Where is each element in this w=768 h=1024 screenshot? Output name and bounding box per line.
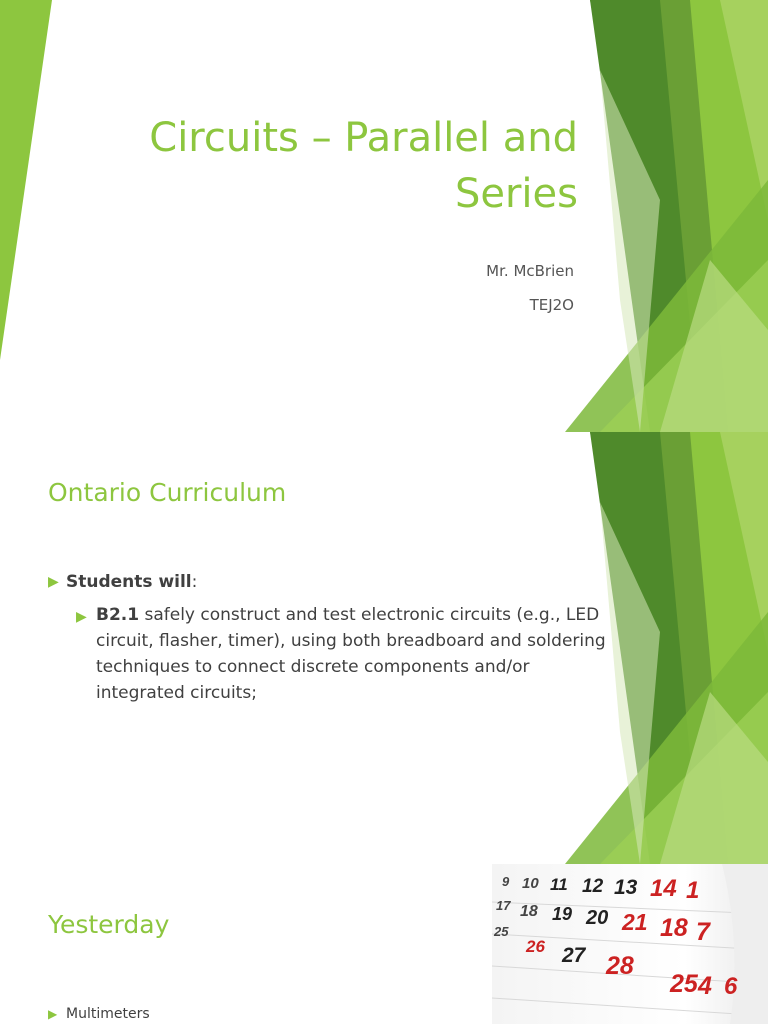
calendar-day-number: 17	[496, 898, 511, 913]
triangle-bullet-icon: ▶	[76, 609, 87, 625]
calendar-day-number: 10	[522, 875, 539, 892]
calendar-day-number: 11	[550, 875, 568, 894]
bullet-bold-text: Students will	[66, 572, 192, 592]
calendar-day-number: 13	[614, 876, 638, 899]
calendar-day-number: 1	[686, 877, 700, 904]
author-name: Mr. McBrien	[486, 262, 574, 280]
calendar-day-number: 12	[582, 876, 604, 897]
calendar-day-number: 21	[622, 909, 648, 935]
bullet-text: :	[191, 572, 198, 592]
title-line-2: Series	[454, 171, 578, 217]
calendar-day-number: 4	[698, 972, 712, 1000]
calendar-day-number: 19	[552, 904, 573, 924]
calendar-day-number: 14	[650, 875, 677, 902]
calendar-day-number: 25	[670, 970, 698, 998]
triangle-bullet-icon: ▶	[48, 1007, 58, 1021]
expectation-code: B2.1	[96, 605, 140, 625]
calendar-day-number: 6	[724, 973, 738, 1000]
slide-title: Yesterday	[48, 910, 170, 939]
calendar-day-number: 25	[494, 924, 509, 939]
calendar-day-number: 9	[502, 874, 510, 889]
calendar-day-number: 20	[586, 907, 609, 929]
calendar-day-number: 18	[520, 903, 538, 920]
title-line-1: Circuits – Parallel and	[149, 115, 578, 161]
bullet-item	[48, 1006, 150, 1022]
bullet-item	[48, 572, 608, 592]
triangle-bullet-icon: ▶	[48, 574, 59, 590]
calendar-image	[492, 864, 768, 1024]
bullet-text: Multimeters	[66, 1006, 150, 1022]
calendar-day-number: 26	[526, 937, 545, 956]
course-code: TEJ2O	[529, 296, 574, 314]
curriculum-slide	[0, 432, 768, 864]
expectation-text: safely construct and test electronic circuits (e.g., LED circuit, flasher, timer), using both breadboard and soldering techniques to connect discrete components and/or integrated circuits;	[96, 605, 606, 703]
calendar-day-number: 18	[660, 914, 688, 942]
yesterday-slide	[0, 864, 768, 1024]
calendar-day-number: 7	[696, 918, 710, 946]
calendar-day-number: 28	[606, 952, 634, 980]
sub-bullet-item	[76, 602, 608, 706]
slide-title: Ontario Curriculum	[48, 478, 287, 507]
calendar-day-number: 27	[562, 944, 586, 967]
bullet-list	[48, 572, 608, 706]
title-slide	[0, 0, 768, 432]
presentation-title	[118, 110, 578, 222]
